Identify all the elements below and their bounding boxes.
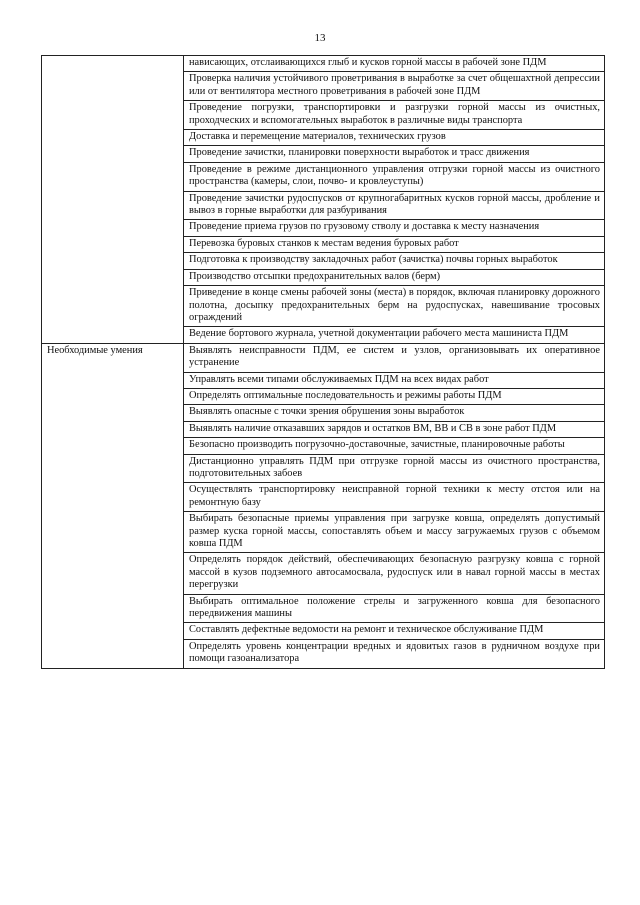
requirement-item: Выявлять опасные с точки зрения обрушения зоны выработок <box>184 405 605 421</box>
requirement-item: Составлять дефектные ведомости на ремонт и техническое обслуживание ПДМ <box>184 623 605 639</box>
requirement-item: Выявлять наличие отказавших зарядов и остатков ВМ, ВВ и СВ в зоне работ ПДМ <box>184 421 605 437</box>
requirement-item: Проведение погрузки, транспортировки и разгрузки горной массы из очистных, проходческих и вспомогательных выработок в различные виды транспорта <box>184 101 605 130</box>
requirement-item: Проведение приема грузов по грузовому стволу и доставка к месту назначения <box>184 220 605 236</box>
requirement-item: Проведение в режиме дистанционного управления отгрузки горной массы из очистного пространства (камеры, слои, почво- и кровлеуступы) <box>184 162 605 191</box>
requirement-item: Дистанционно управлять ПДМ при отгрузке горной массы из очистного пространства, подготовительных забоев <box>184 454 605 483</box>
requirement-item: Приведение в конце смены рабочей зоны (места) в порядок, включая планировку дорожного полотна, досыпку предохранительных берм на рудоспусках, навешивание тросовых ограждений <box>184 286 605 327</box>
requirement-item: нависающих, отслаивающихся глыб и кусков горной массы в рабочей зоне ПДМ <box>184 56 605 72</box>
requirement-item: Определять уровень концентрации вредных и ядовитых газов в рудничном воздухе при помощи газоанализатора <box>184 639 605 668</box>
table-row <box>42 56 605 72</box>
requirement-item: Безопасно производить погрузочно-доставочные, зачистные, планировочные работы <box>184 438 605 454</box>
requirement-item: Проведение зачистки рудоспусков от крупногабаритных кусков горной массы, дробление и вывоз в горные выработки для разбуривания <box>184 191 605 220</box>
requirement-item: Выбирать оптимальное положение стрелы и загруженного ковша для безопасного передвижения машины <box>184 594 605 623</box>
requirement-item: Ведение бортового журнала, учетной документации рабочего места машиниста ПДМ <box>184 327 605 343</box>
requirement-item: Выбирать безопасные приемы управления при загрузке ковша, определять допустимый размер куска горной массы, сопоставлять объем и массу загружаемых грузов с объемом ковша ПДМ <box>184 512 605 553</box>
page-number: 13 <box>314 32 326 44</box>
table-row <box>42 343 605 372</box>
requirement-item: Производство отсыпки предохранительных валов (берм) <box>184 269 605 285</box>
requirement-item: Определять порядок действий, обеспечивающих безопасную разгрузку ковша с горной массой в кузов подземного автосамосвала, рудоспуск или в навал горной массы в местах перегрузки <box>184 553 605 594</box>
requirement-item: Выявлять неисправности ПДМ, ее систем и узлов, организовывать их оперативное устранение <box>184 343 605 372</box>
section-label-cell <box>42 56 184 344</box>
requirement-item: Доставка и перемещение материалов, технических грузов <box>184 130 605 146</box>
requirement-item: Определять оптимальные последовательность и режимы работы ПДМ <box>184 388 605 404</box>
section-label: Необходимые умения <box>47 344 143 356</box>
requirement-item: Управлять всеми типами обслуживаемых ПДМ на всех видах работ <box>184 372 605 388</box>
requirement-item: Проверка наличия устойчивого проветривания в выработке за счет общешахтной депрессии или от вентилятора местного проветривания в рабочей зоне ПДМ <box>184 72 605 101</box>
requirement-item: Проведение зачистки, планировки поверхности выработок и трасс движения <box>184 146 605 162</box>
requirement-item: Перевозка буровых станков к местам ведения буровых работ <box>184 236 605 252</box>
requirement-item: Подготовка к производству закладочных работ (зачистка) почвы горных выработок <box>184 253 605 269</box>
requirements-table <box>41 55 605 669</box>
section-label-cell <box>42 343 184 668</box>
requirement-item: Осуществлять транспортировку неисправной горной техники к месту отстоя или на ремонтную базу <box>184 483 605 512</box>
